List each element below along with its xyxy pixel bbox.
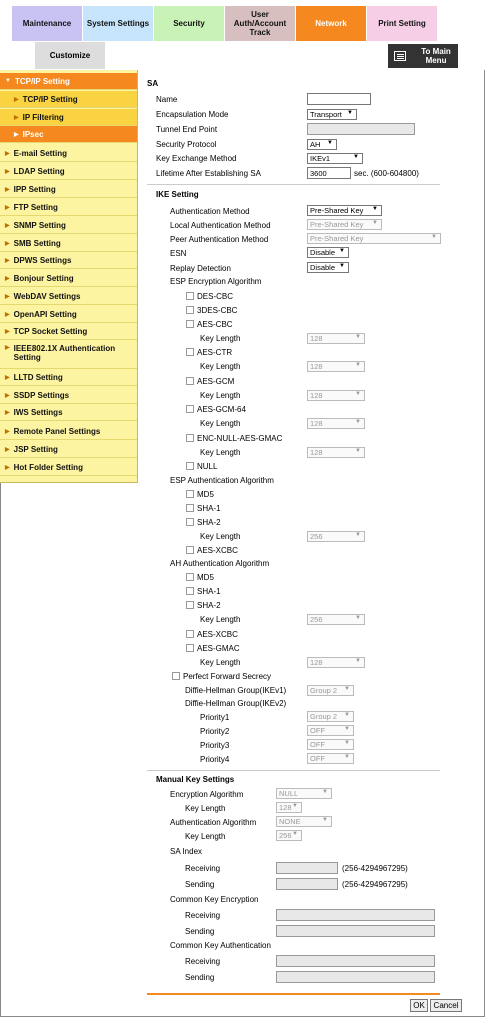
security-protocol-select[interactable]: AH ▼ (307, 139, 337, 150)
sidebar-item-ipp[interactable]: ▶ IPP Setting (0, 181, 137, 198)
ah-aes-xcbc-label: AES-XCBC (197, 630, 238, 639)
chevron-down-icon: ▼ (339, 248, 345, 254)
pfs-checkbox[interactable] (172, 672, 180, 680)
key-exchange-method-label: Key Exchange Method (156, 154, 237, 163)
sa-index-sending-range: (256-4294967295) (342, 880, 408, 889)
lifetime-unit: sec. (600-604800) (354, 169, 419, 178)
aes-gcm-64-keylen-label: Key Length (200, 419, 241, 428)
sa-index-receiving-range: (256-4294967295) (342, 864, 408, 873)
chevron-down-icon: ▼ (327, 140, 333, 146)
manual-auth-keylen-label: Key Length (185, 832, 226, 841)
dh-ikev2-label: Diffie-Hellman Group(IKEv2) (185, 699, 287, 708)
tab-maintenance[interactable]: Maintenance (12, 6, 82, 41)
sidebar-item-lltd[interactable]: ▶ LLTD Setting (0, 369, 137, 386)
tab-print-setting[interactable]: Print Setting (367, 6, 437, 41)
chevron-down-icon: ▼ (344, 740, 350, 746)
ah-sha2-label: SHA-2 (197, 601, 221, 610)
sidebar-subitem-ipsec[interactable]: ▶ IPsec (0, 126, 137, 143)
sidebar-item-snmp[interactable]: ▶ SNMP Setting (0, 217, 137, 234)
arrow-right-icon: ▶ (5, 150, 10, 157)
sa-index-receiving-label: Receiving (185, 864, 221, 873)
arrow-right-icon: ▶ (5, 464, 10, 471)
chevron-down-icon: ▼ (344, 712, 350, 718)
sidebar-item-jsp[interactable]: ▶ JSP Setting (0, 441, 137, 458)
aes-cbc-label: AES-CBC (197, 320, 233, 329)
aes-ctr-checkbox[interactable] (186, 348, 194, 356)
null-label: NULL (197, 462, 218, 471)
esp-md5-checkbox[interactable] (186, 490, 194, 498)
divider (147, 770, 440, 771)
manual-enc-select[interactable]: NULL ▼ (276, 788, 332, 799)
3des-cbc-label: 3DES-CBC (197, 306, 238, 315)
dh-ikev1-label: Diffie-Hellman Group(IKEv1) (185, 686, 287, 695)
sa-index-label: SA Index (170, 847, 203, 856)
arrow-right-icon: ▶ (5, 204, 10, 211)
ah-sha1-checkbox[interactable] (186, 587, 194, 595)
auth-method-label: Authentication Method (170, 207, 250, 216)
sidebar-subitem-tcpip-setting[interactable]: ▶ TCP/IP Setting (0, 91, 137, 108)
cka-receiving-input[interactable] (276, 955, 435, 967)
manual-enc-label: Encryption Algorithm (170, 790, 244, 799)
ah-sha2-keylen-label: Key Length (200, 615, 241, 624)
cke-receiving-label: Receiving (185, 911, 221, 920)
replay-detection-select[interactable]: Disable ▼ (307, 262, 349, 273)
chevron-down-icon: ▼ (344, 726, 350, 732)
encapsulation-mode-select[interactable]: Transport ▼ (307, 109, 357, 120)
priority3-select[interactable]: OFF ▼ (307, 739, 354, 750)
enc-null-aes-gmac-checkbox[interactable] (186, 434, 194, 442)
ah-md5-checkbox[interactable] (186, 573, 194, 581)
arrow-right-icon: ▶ (5, 275, 10, 282)
sidebar-item-tcp-socket[interactable]: ▶ TCP Socket Setting (0, 323, 137, 340)
manual-enc-keylen-label: Key Length (185, 804, 226, 813)
arrow-right-icon: ▶ (5, 328, 10, 335)
common-key-auth-label: Common Key Authentication (170, 941, 271, 950)
arrow-right-icon: ▶ (5, 222, 10, 229)
sidebar-item-openapi[interactable]: ▶ OpenAPI Setting (0, 306, 137, 323)
tunnel-end-point-label: Tunnel End Point (156, 125, 218, 134)
esp-encryption-label: ESP Encryption Algorithm (170, 277, 262, 286)
tab-security[interactable]: Security (154, 6, 224, 41)
ah-sha2-checkbox[interactable] (186, 601, 194, 609)
arrow-right-icon: ▶ (5, 428, 10, 435)
arrow-right-icon: ▶ (14, 131, 19, 138)
tab-customize[interactable]: Customize (35, 42, 105, 69)
chevron-down-icon: ▼ (322, 817, 328, 823)
chevron-down-icon: ▼ (344, 754, 350, 760)
aes-cbc-checkbox[interactable] (186, 320, 194, 328)
esp-sha2-keylen-select[interactable]: 256 ▼ (307, 531, 365, 542)
sidebar-item-dpws[interactable]: ▶ DPWS Settings (0, 252, 137, 269)
esp-auth-label: ESP Authentication Algorithm (170, 476, 274, 485)
sidebar-item-iws[interactable]: ▶ IWS Settings (0, 404, 137, 421)
tab-system-settings[interactable]: System Settings (83, 6, 153, 41)
ah-md5-label: MD5 (197, 573, 214, 582)
local-auth-label: Local Authentication Method (170, 221, 271, 230)
ah-aes-xcbc-checkbox[interactable] (186, 630, 194, 638)
sidebar-item-tcpip-setting[interactable]: ▼ TCP/IP Setting (0, 73, 137, 90)
divider (147, 184, 440, 185)
priority3-label: Priority3 (200, 741, 230, 750)
ah-aes-gmac-label: AES-GMAC (197, 644, 240, 653)
top-menu (0, 0, 485, 70)
aes-ctr-keylen-select[interactable]: 128 ▼ (307, 361, 365, 372)
aes-ctr-keylen-label: Key Length (200, 362, 241, 371)
encapsulation-mode-label: Encapsulation Mode (156, 110, 229, 119)
esp-sha1-label: SHA-1 (197, 504, 221, 513)
arrow-right-icon: ▶ (5, 345, 10, 351)
aes-cbc-keylen-label: Key Length (200, 334, 241, 343)
chevron-down-icon: ▼ (292, 803, 298, 809)
chevron-down-icon: ▼ (322, 789, 328, 795)
security-protocol-label: Security Protocol (156, 140, 217, 149)
sidebar-subitem-ip-filtering[interactable]: ▶ IP Filtering (0, 109, 137, 126)
enc-null-aes-gmac-keylen-select[interactable]: 128 ▼ (307, 447, 365, 458)
tab-network[interactable]: Network (296, 6, 366, 41)
cke-sending-label: Sending (185, 927, 215, 936)
arrow-right-icon: ▶ (5, 392, 10, 399)
ah-aes-gmac-keylen-select[interactable]: 128 ▼ (307, 657, 365, 668)
sidebar-item-ldap[interactable]: ▶ LDAP Setting (0, 163, 137, 180)
aes-gcm-checkbox[interactable] (186, 377, 194, 385)
cancel-button[interactable]: Cancel (430, 999, 462, 1012)
arrow-right-icon: ▶ (14, 114, 19, 121)
esn-select[interactable]: Disable ▼ (307, 247, 349, 258)
arrow-right-icon: ▶ (14, 96, 19, 103)
aes-gcm-keylen-select[interactable]: 128 ▼ (307, 390, 365, 401)
enc-null-aes-gmac-keylen-label: Key Length (200, 448, 241, 457)
lifetime-label: Lifetime After Establishing SA (156, 169, 261, 178)
arrow-right-icon: ▶ (5, 293, 10, 300)
cke-sending-input[interactable] (276, 925, 435, 937)
priority2-select[interactable]: OFF ▼ (307, 725, 354, 736)
manual-auth-keylen-select[interactable]: 256 ▼ (276, 830, 302, 841)
priority1-select[interactable]: Group 2 ▼ (307, 711, 354, 722)
ok-button[interactable]: OK (410, 999, 428, 1012)
sidebar-item-webdav[interactable]: ▶ WebDAV Settings (0, 288, 137, 305)
cka-sending-label: Sending (185, 973, 215, 982)
ah-aes-gmac-keylen-label: Key Length (200, 658, 241, 667)
null-checkbox[interactable] (186, 462, 194, 470)
sa-title: SA (147, 79, 159, 88)
chevron-down-icon: ▼ (355, 391, 361, 397)
chevron-down-icon: ▼ (355, 448, 361, 454)
sidebar-item-email[interactable]: ▶ E-mail Setting (0, 145, 137, 162)
common-key-encryption-label: Common Key Encryption (170, 895, 259, 904)
dh-ikev1-select[interactable]: Group 2 ▼ (307, 685, 354, 696)
manual-key-title: Manual Key Settings (156, 775, 235, 784)
esn-label: ESN (170, 249, 187, 258)
aes-cbc-keylen-select[interactable]: 128 ▼ (307, 333, 365, 344)
manual-auth-label: Authentication Algorithm (170, 818, 257, 827)
chevron-down-icon: ▼ (353, 154, 359, 160)
chevron-down-icon: ▼ (339, 263, 345, 269)
priority4-select[interactable]: OFF ▼ (307, 753, 354, 764)
sidebar-item-ftp[interactable]: ▶ FTP Setting (0, 199, 137, 216)
arrow-right-icon: ▶ (5, 311, 10, 318)
chevron-down-icon: ▼ (355, 419, 361, 425)
sidebar-item-bonjour[interactable]: ▶ Bonjour Setting (0, 270, 137, 287)
sa-index-receiving-input[interactable] (276, 862, 338, 874)
chevron-down-icon: ▼ (372, 220, 378, 226)
manual-auth-select[interactable]: NONE ▼ (276, 816, 332, 827)
chevron-down-icon: ▼ (355, 615, 361, 621)
arrow-right-icon: ▶ (5, 186, 10, 193)
arrow-right-icon: ▶ (5, 257, 10, 264)
sa-index-sending-label: Sending (185, 880, 215, 889)
ah-sha2-keylen-select[interactable]: 256 ▼ (307, 614, 365, 625)
ah-aes-gmac-checkbox[interactable] (186, 644, 194, 652)
menu-icon (394, 51, 406, 61)
lifetime-input[interactable]: 3600 (307, 167, 351, 179)
aes-gcm-label: AES-GCM (197, 377, 235, 386)
priority2-label: Priority2 (200, 727, 230, 736)
aes-gcm-64-checkbox[interactable] (186, 405, 194, 413)
bottom-divider (147, 993, 440, 995)
aes-gcm-keylen-label: Key Length (200, 391, 241, 400)
manual-enc-keylen-select[interactable]: 128 ▼ (276, 802, 302, 813)
arrow-right-icon: ▶ (5, 409, 10, 416)
aes-ctr-label: AES-CTR (197, 348, 233, 357)
chevron-down-icon: ▼ (344, 686, 350, 692)
arrow-right-icon: ▶ (5, 374, 10, 381)
name-input[interactable] (307, 93, 371, 105)
sidebar-item-ieee8021x[interactable]: ▶ IEEE802.1X Authentication Setting (0, 341, 137, 369)
triangle-down-icon: ▼ (5, 78, 11, 84)
enc-null-aes-gmac-label: ENC-NULL-AES-GMAC (197, 434, 283, 443)
arrow-right-icon: ▶ (5, 240, 10, 247)
chevron-down-icon: ▼ (372, 206, 378, 212)
chevron-down-icon: ▼ (355, 362, 361, 368)
aes-gcm-64-label: AES-GCM-64 (197, 405, 246, 414)
sidebar-item-remote-panel[interactable]: ▶ Remote Panel Settings (0, 423, 137, 440)
pfs-label: Perfect Forward Secrecy (183, 672, 272, 681)
replay-detection-label: Replay Detection (170, 264, 231, 273)
chevron-down-icon: ▼ (355, 334, 361, 340)
ike-title: IKE Setting (156, 190, 199, 199)
priority1-label: Priority1 (200, 713, 230, 722)
sidebar-item-smb[interactable]: ▶ SMB Setting (0, 235, 137, 252)
priority4-label: Priority4 (200, 755, 230, 764)
sidebar (0, 70, 138, 483)
cka-sending-input[interactable] (276, 971, 435, 983)
sidebar-item-hot-folder[interactable]: ▶ Hot Folder Setting (0, 459, 137, 476)
ah-sha1-label: SHA-1 (197, 587, 221, 596)
arrow-right-icon: ▶ (5, 446, 10, 453)
chevron-down-icon: ▼ (355, 658, 361, 664)
3des-cbc-checkbox[interactable] (186, 306, 194, 314)
peer-auth-label: Peer Authentication Method (170, 235, 269, 244)
chevron-down-icon: ▼ (355, 532, 361, 538)
local-auth-select[interactable]: Pre-Shared Key ▼ (307, 219, 382, 230)
esp-sha2-label: SHA-2 (197, 518, 221, 527)
esp-sha2-checkbox[interactable] (186, 518, 194, 526)
esp-aes-xcbc-checkbox[interactable] (186, 546, 194, 554)
arrow-right-icon: ▶ (5, 168, 10, 175)
des-cbc-label: DES-CBC (197, 292, 234, 301)
tab-user-auth[interactable]: User Auth/Account Track (225, 6, 295, 41)
ah-auth-label: AH Authentication Algorithm (170, 559, 270, 568)
chevron-down-icon: ▼ (347, 110, 353, 116)
key-exchange-method-select[interactable]: IKEv1 ▼ (307, 153, 363, 164)
auth-method-select[interactable]: Pre-Shared Key ▼ (307, 205, 382, 216)
tunnel-end-point-input[interactable] (307, 123, 415, 135)
peer-auth-select[interactable]: Pre-Shared Key ▼ (307, 233, 441, 244)
cka-receiving-label: Receiving (185, 957, 221, 966)
chevron-down-icon: ▼ (431, 234, 437, 240)
cke-receiving-input[interactable] (276, 909, 435, 921)
esp-md5-label: MD5 (197, 490, 214, 499)
esp-aes-xcbc-label: AES-XCBC (197, 546, 238, 555)
to-main-menu-label: To Main Menu (421, 47, 451, 65)
sa-index-sending-input[interactable] (276, 878, 338, 890)
esp-sha1-checkbox[interactable] (186, 504, 194, 512)
chevron-down-icon: ▼ (292, 831, 298, 837)
name-label: Name (156, 95, 178, 104)
sidebar-item-ssdp[interactable]: ▶ SSDP Settings (0, 387, 137, 404)
aes-gcm-64-keylen-select[interactable]: 128 ▼ (307, 418, 365, 429)
esp-sha2-keylen-label: Key Length (200, 532, 241, 541)
des-cbc-checkbox[interactable] (186, 292, 194, 300)
to-main-menu-button[interactable] (388, 44, 458, 68)
